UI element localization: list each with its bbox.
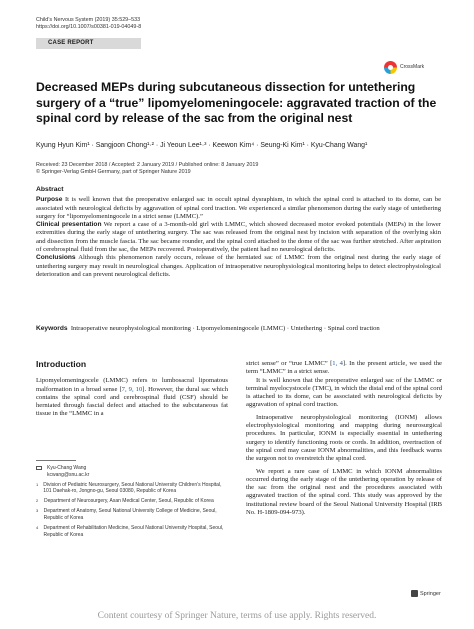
springer-horse-icon xyxy=(411,590,418,597)
copyright-line: © Springer-Verlag GmbH Germany, part of Springer Nature 2019 xyxy=(36,169,191,176)
affiliation-item xyxy=(36,498,228,505)
affiliation-number: 1 xyxy=(36,481,39,487)
publisher-logo-text: Springer xyxy=(420,590,441,597)
corresponding-author xyxy=(36,465,228,472)
right-column-body xyxy=(246,360,442,517)
body-paragraph: We report a rare case of LMMC in which IONM abnormalities occurred during the early stage of the untethering operation by release of the sac from the original nest and the procedures associated with aggravated traction of the spinal cord. This study was approved by the institutional review board of the Seoul National University Hospital (IRB No. H-1809-094-973). xyxy=(246,467,442,517)
affiliation-text: Division of Pediatric Neurosurgery, Seoul National University Children’s Hospital, 101 Daehak-ro, Jongno-gu, Seoul 03080, Republic of Korea xyxy=(43,481,222,495)
affiliation-text: Department of Rehabilitation Medicine, Seoul National University Hospital, Seoul, Republic of Korea xyxy=(43,525,224,538)
affiliation-number: 2 xyxy=(36,498,39,504)
intro-reference-link[interactable]: 7, 9, 10 xyxy=(121,385,143,393)
affiliation-number: 4 xyxy=(36,525,39,531)
introduction-paragraph xyxy=(36,377,228,418)
envelope-icon xyxy=(36,466,42,470)
keywords-section xyxy=(36,325,446,332)
journal-header xyxy=(36,17,141,31)
abstract-heading: Abstract xyxy=(36,186,64,193)
introduction-heading: Introduction xyxy=(36,359,87,369)
correspondence-block xyxy=(36,460,228,538)
affiliation-text: Department of Neurosurgery, Asan Medical Center, Seoul, Republic of Korea xyxy=(44,498,214,505)
affiliation-number: 3 xyxy=(36,508,39,514)
abstract-conclusions xyxy=(36,254,441,279)
affiliation-item xyxy=(36,525,228,538)
intro-text-a: Lipomyelomeningocele (LMMC) refers to lumbosacral lipomatous malformation in a broad sense [ xyxy=(36,377,228,393)
conclusions-label: Conclusions xyxy=(36,254,76,262)
affiliation-text: Department of Anatomy, Seoul National University College of Medicine, Seoul, Republic of Korea xyxy=(43,508,217,522)
affiliation-item xyxy=(36,482,228,495)
clinical-label: Clinical presentation xyxy=(36,221,102,229)
crossmark-icon xyxy=(384,61,397,74)
article-title: Decreased MEPs during subcutaneous dissection for untethering surgery of a “true” lipomyelomeningocele: aggravated traction of the spinal cord by release of the sac from the original nest xyxy=(36,80,437,125)
purpose-label: Purpose xyxy=(36,196,63,204)
abstract-section xyxy=(36,186,441,279)
corresponding-name: Kyu-Chang Wang xyxy=(47,465,87,471)
abstract-purpose xyxy=(36,196,441,221)
crossmark-label: CrossMark xyxy=(400,64,425,70)
crossmark-button[interactable] xyxy=(384,59,442,75)
body-paragraph: Intraoperative neurophysiological monitoring (IONM) allows electrophysiological monitoring and mapping during neurosurgical procedures. In particular, IONM is especially essential in untethering surgery to identify functioning roots or cords. In addition, overtraction of the spinal cord may cause IONM abnormalities, and this feedback warns the surgeon not to overstretch the spinal cord. xyxy=(246,413,442,463)
journal-doi[interactable]: https://doi.org/10.1007/s00381-019-04049-8 xyxy=(36,24,142,30)
dates-line: Received: 23 December 2018 / Accepted: 2 January 2019 / Published online: 8 January 2019 xyxy=(36,162,259,168)
body-reference-link[interactable]: 1, 4 xyxy=(332,360,343,367)
abstract-clinical xyxy=(36,221,441,254)
keywords-label: Keywords xyxy=(36,325,68,332)
clinical-text: We report a case of a 3-month-old girl with LMMC, which showed decreased motor evoked potentials (MEPs) in the lower extremities during the early stage of untethering surgery. The sac was released from the original nest by incision with separation of the overlying skin and dissection from the muscle fascia. The sac became rounder, and the spinal cord attached to the dome of the sac was further stretched. After aspiration of cerebrospinal fluid from the sac, the MEPs recovered. Postoperatively, the patient had no neurological deficits. xyxy=(36,221,441,254)
affiliation-item xyxy=(36,508,228,521)
publication-dates xyxy=(36,162,258,177)
purpose-text: It is well known that the preoperative enlarged sac in occult spinal dysraphism, in which the spinal cord is attached to its dome, can be associated with neurological deficits by aggravation of spinal cord traction. We experienced a similar phenomenon during the early stage of untethering surgery for “lipomyelomeningocele in a strict sense (LMMC).” xyxy=(36,196,441,220)
publisher-logo xyxy=(411,590,441,597)
article-type-badge: CASE REPORT xyxy=(36,38,141,49)
journal-citation: Child’s Nervous System (2019) 35:529–533 xyxy=(36,17,141,23)
conclusions-text: Although this phenomenon rarely occurs, release of the herniated sac of LMMC from the original nest during the early stage of untethering surgery may result in neurological changes. Application of intraoperative neurophysiological monitoring helps to detect electrophysiological deterioration and can prevent neurological deficits. xyxy=(36,254,441,278)
intro-text-b: ]. However, the dural sac which contains the spinal cord and cerebrospinal fluid (CSF) should be herniated through fascial defect and attached to the subcutaneous fat tissue in the “LMMC in a xyxy=(36,385,229,418)
body-paragraph xyxy=(246,360,442,377)
introduction-section xyxy=(36,360,228,419)
copyright-footer: Content courtesy of Springer Nature, terms of use apply. Rights reserved. xyxy=(97,611,377,621)
body-text-b: ]. In the present article, we used the term “LMMC” in a strict sense. xyxy=(246,360,442,376)
author-list: Kyung Hyun Kim¹ · Sangjoon Chong¹·² · Ji Yeoun Lee¹·³ · Keewon Kim⁴ · Seung-Ki Kim¹ · Kyu-Chang Wang¹ xyxy=(36,142,368,149)
footnote-divider xyxy=(36,460,76,461)
corresponding-email[interactable]: kcwang@snu.ac.kr xyxy=(47,471,90,478)
body-text-a: strict sense” or “true LMMC” [ xyxy=(246,360,333,367)
keywords-text: Intraoperative neurophysiological monitoring · Lipomyelomeningocele (LMMC) · Untethering · Spinal cord traction xyxy=(70,325,380,332)
body-paragraph: It is well known that the preoperative enlarged sac of the LMMC or terminal myelocystocele (TMC), in which the distal end of the spinal cord is attached to its dome, can be associated with neurological deficits by aggravation of spinal cord traction. xyxy=(246,376,442,409)
